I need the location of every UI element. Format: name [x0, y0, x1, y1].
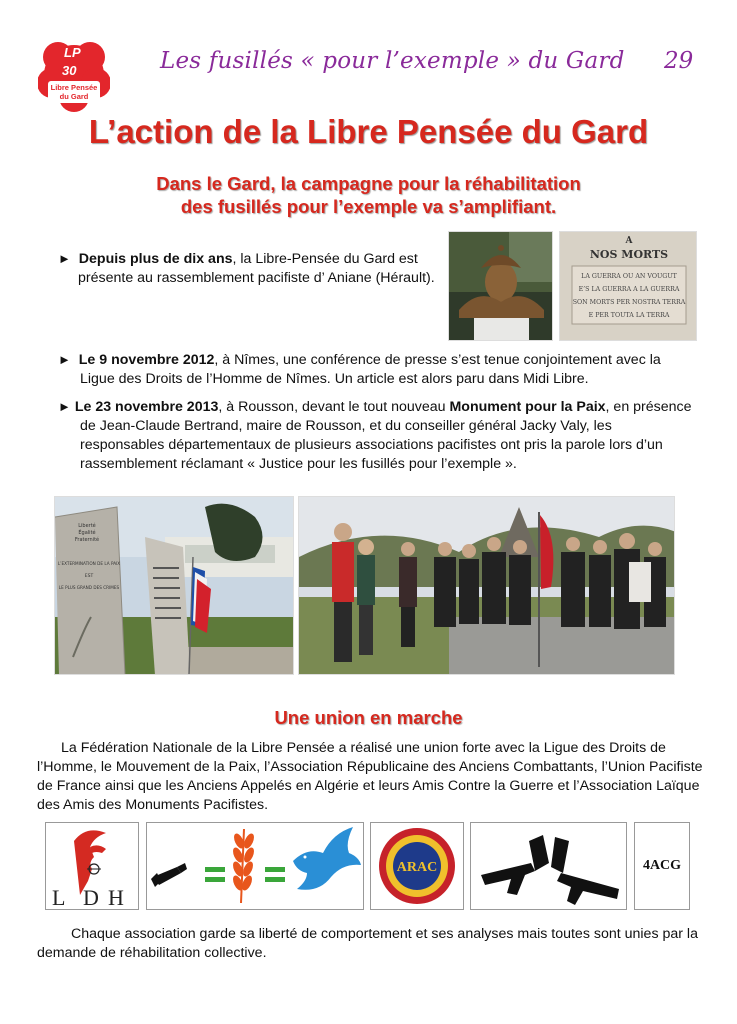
running-title: Les fusillés « pour l’exemple » du Gard: [160, 48, 625, 74]
photo-monument-pour-la-paix: [54, 496, 294, 675]
arac-text: ARAC: [396, 860, 438, 875]
monument-line-2: Égalité: [78, 530, 96, 536]
section-paragraph: [37, 739, 707, 815]
monument-line-4: L’EXTERMINATION DE LA PAIX: [57, 561, 121, 566]
item-rousson: [58, 397, 698, 474]
plaque-line-2: NOS MORTS: [589, 248, 669, 261]
item-aniane-text: , la Libre-Pensée du Gard est présente au rassemblement pacifiste d’ Aniane (Hérault).: [78, 251, 435, 286]
item-nimes-bold: Le 9 novembre 2012: [78, 352, 215, 368]
plaque-line-1: A: [625, 236, 633, 246]
logo-caption-2: du Gard: [59, 92, 89, 101]
item-rousson-bold-b: Monument pour la Paix: [449, 399, 606, 415]
page-number: 29: [664, 48, 694, 74]
logo-caption-1: Libre Pensée: [50, 83, 98, 92]
monument-line-5: EST: [84, 574, 94, 579]
item-nimes: [58, 350, 698, 389]
subtitle: [0, 172, 737, 218]
section-title: Une union en marche: [274, 707, 463, 728]
logo-lp-text: LP: [64, 45, 81, 60]
item-nimes-text: , à Nîmes, une conférence de presse s’est tenue conjointement avec la Ligue des Droits de l’Homme de Nîmes. Un article est alors paru dans Midi Libre.: [80, 352, 661, 387]
arrow-bullet-icon: ►: [58, 399, 71, 414]
logo-number-text: 30: [62, 63, 77, 78]
ldh-letter-d: D: [83, 885, 99, 909]
plaque-line-5: SON MORTS PER NOSTRA TERRA: [572, 299, 686, 306]
4acg-text: 4ACG: [642, 858, 682, 873]
photo-plaque-a-nos-morts: [559, 231, 697, 341]
subtitle-line-1: Dans le Gard, la campagne pour la réhabilitation: [156, 173, 581, 194]
photo-soldier-bust: [448, 231, 553, 341]
item-rousson-bold: Le 23 novembre 2013: [74, 399, 219, 415]
section-paragraph-text: La Fédération Nationale de la Libre Pensée a réalisé une union forte avec la Ligue des Droits de l’Homme, le Mouvement de la Paix, l’Association Républicaine des Anciens Combattants, l’Union Pacifiste de France ainsi que les Anciens Appelés en Algérie et leurs Amis Contre la Guerre et l’Association Laïque des Amis des Monuments Pacifistes.: [37, 740, 703, 813]
upf-broken-rifle-logo: [470, 822, 627, 910]
closing-paragraph: [37, 925, 707, 963]
monument-line-6: LE PLUS GRAND DES CRIMES: [58, 585, 120, 590]
ldh-logo: [45, 822, 139, 910]
arrow-bullet-icon: ►: [58, 352, 71, 367]
mouvement-de-la-paix-logo: [146, 822, 364, 910]
item-aniane-bold: Depuis plus de dix ans: [78, 251, 233, 267]
ldh-letter-h: H: [108, 885, 124, 909]
page-title: L’action de la Libre Pensée du Gard: [88, 113, 649, 150]
closing-paragraph-text: Chaque association garde sa liberté de comportement et ses analyses mais toutes sont unies par la demande de réhabilitation collective.: [37, 926, 698, 961]
4acg-logo: [634, 822, 690, 910]
item-rousson-text-b: , en présence de Jean-Claude Bertrand, maire de Rousson, et du conseiller général Jacky Valy, les responsables départementaux de plusieurs associations pacifistes ont pris la parole lors d’un rassemblement réclamant « Justice pour les fusillés pour l’exemple ».: [80, 399, 692, 472]
item-aniane: [58, 249, 443, 288]
plaque-line-4: E’S LA GUERRA A LA GUERRA: [578, 286, 680, 293]
plaque-line-6: E PER TOUTA LA TERRA: [588, 312, 670, 319]
monument-line-1: Liberté: [78, 523, 96, 529]
ldh-letter-l: L: [52, 885, 66, 909]
monument-line-3: Fraternité: [74, 537, 100, 543]
subtitle-line-2: des fusillés pour l’exemple va s’amplifiant.: [180, 196, 557, 217]
arac-logo: [370, 822, 464, 910]
plaque-line-3: LA GUERRA OU AN VOUGUT: [581, 273, 677, 280]
libre-pensee-logo: [38, 35, 110, 115]
photo-rassemblement-rousson: [298, 496, 675, 675]
arrow-bullet-icon: ►: [58, 251, 71, 266]
item-rousson-text-a: , à Rousson, devant le tout nouveau: [218, 399, 450, 415]
